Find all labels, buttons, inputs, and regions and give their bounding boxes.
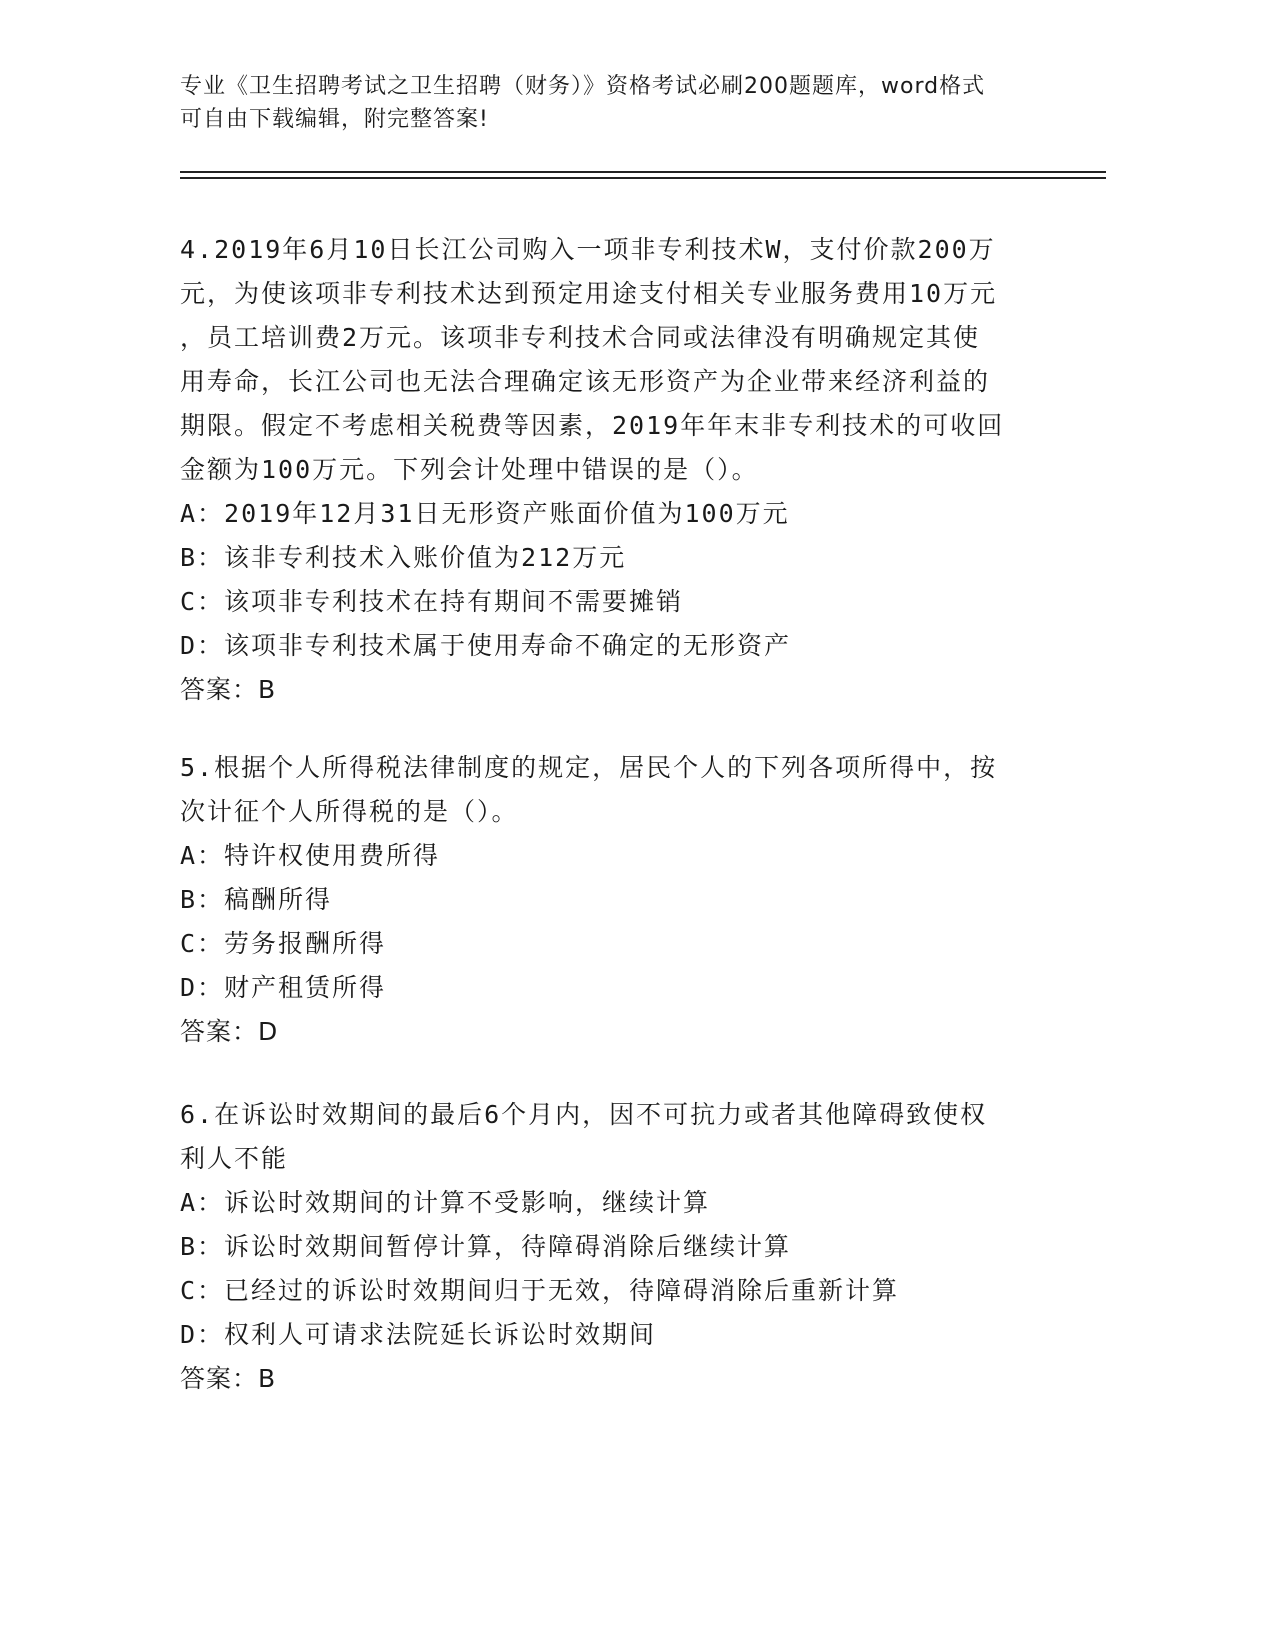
option-a: A：诉讼时效期间的计算不受影响，继续计算: [180, 1188, 711, 1217]
stem-line: 期限。假定不考虑相关税费等因素，2019年年末非专利技术的可收回: [180, 411, 1005, 440]
header-line-1: 专业《卫生招聘考试之卫生招聘（财务）》资格考试必刷200题题库，word格式: [180, 74, 986, 99]
option-d: D：财产租赁所得: [180, 973, 387, 1002]
option-b: B：该非专利技术入账价值为212万元: [180, 543, 627, 572]
stem-line: ，员工培训费2万元。该项非专利技术合同或法律没有明确规定其使: [180, 323, 981, 352]
header-divider-bottom: [180, 177, 1106, 179]
answer: 答案：B: [180, 1364, 277, 1393]
question-stem: [180, 1093, 1050, 1181]
stem-line: 利人不能: [180, 1144, 289, 1173]
answer: 答案：D: [180, 1017, 279, 1046]
option-d: D：权利人可请求法院延长诉讼时效期间: [180, 1320, 657, 1349]
stem-line: 用寿命，长江公司也无法合理确定该无形资产为企业带来经济利益的: [180, 367, 991, 396]
option-a: A：2019年12月31日无形资产账面价值为100万元: [180, 499, 790, 528]
question-stem: [180, 228, 1050, 492]
option-c: C：该项非专利技术在持有期间不需要摊销: [180, 587, 684, 616]
option-c: C：劳务报酬所得: [180, 929, 387, 958]
option-b: B：诉讼时效期间暂停计算，待障碍消除后继续计算: [180, 1232, 792, 1261]
question-4: [180, 228, 1050, 712]
answer: 答案：B: [180, 675, 277, 704]
option-d: D：该项非专利技术属于使用寿命不确定的无形资产: [180, 631, 792, 660]
stem-line: 次计征个人所得税的是（）。: [180, 797, 519, 826]
option-c: C：已经过的诉讼时效期间归于无效，待障碍消除后重新计算: [180, 1276, 900, 1305]
stem-line: 5.根据个人所得税法律制度的规定，居民个人的下列各项所得中，按: [180, 753, 998, 782]
header-divider-top: [180, 171, 1106, 173]
option-a: A：特许权使用费所得: [180, 841, 441, 870]
stem-line: 金额为100万元。下列会计处理中错误的是（）。: [180, 455, 759, 484]
stem-line: 4.2019年6月10日长江公司购入一项非专利技术W，支付价款200万: [180, 235, 996, 264]
option-b: B：稿酬所得: [180, 885, 333, 914]
document-header: [180, 70, 1080, 136]
question-5: [180, 746, 1050, 1054]
question-6: [180, 1093, 1050, 1401]
question-stem: [180, 746, 1050, 834]
stem-line: 元，为使该项非专利技术达到预定用途支付相关专业服务费用10万元: [180, 279, 998, 308]
stem-line: 6.在诉讼时效期间的最后6个月内，因不可抗力或者其他障碍致使权: [180, 1100, 988, 1129]
header-line-2: 可自由下载编辑，附完整答案!: [180, 107, 489, 132]
